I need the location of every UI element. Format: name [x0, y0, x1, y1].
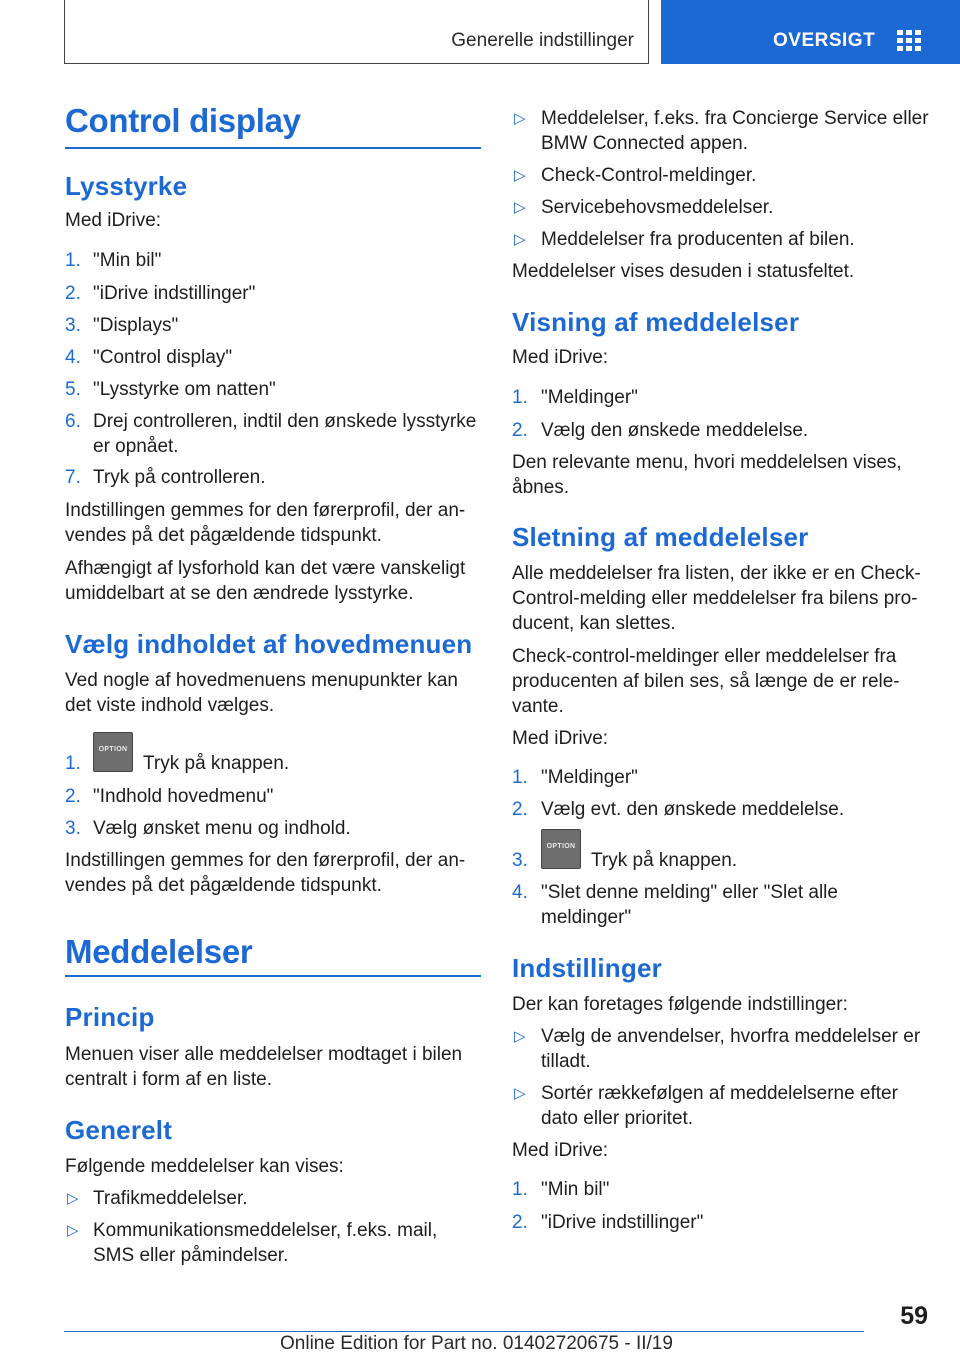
paragraph: producenten af bilen ses, så længe de er rele‐ [512, 671, 900, 692]
list-item: Tryk på controlleren. [93, 467, 266, 488]
list-number: 2. [65, 283, 81, 304]
option-button-icon: OPTION [541, 829, 581, 869]
list-number: 3. [512, 850, 528, 871]
list-number: 4. [65, 347, 81, 368]
list-number: 3. [65, 315, 81, 336]
paragraph: vendes på det pågældende tidspunkt. [65, 525, 382, 546]
bullet-triangle-icon: ▷ [67, 1190, 79, 1207]
paragraph: Meddelelser vises desuden i statusfeltet. [512, 261, 855, 282]
list-item: Trafikmeddelelser. [93, 1188, 248, 1209]
heading-indstillinger: Indstillinger [512, 953, 662, 983]
list-number: 6. [65, 411, 81, 432]
list-item: Vælg evt. den ønskede meddelelse. [541, 799, 845, 820]
paragraph: umiddelbart at se den ændrede lysstyrke. [65, 583, 414, 604]
list-item-continued: dato eller prioritet. [541, 1108, 694, 1129]
footer-edition: Online Edition for Part no. 01402720675 - II/19 [280, 1333, 673, 1354]
list-item: "Min bil" [541, 1179, 610, 1200]
paragraph: Menuen viser alle meddelelser modtaget i bilen [65, 1044, 463, 1065]
list-item: "Indhold hovedmenu" [93, 786, 274, 807]
bullet-triangle-icon: ▷ [514, 199, 526, 216]
paragraph: vante. [512, 696, 564, 717]
grid-icon [897, 30, 921, 51]
paragraph: Indstillingen gemmes for den førerprofil, der an‐ [65, 500, 466, 521]
paragraph: Der kan foretages følgende indstillinger: [512, 994, 848, 1015]
list-item-continued: SMS eller påmindelser. [93, 1245, 289, 1266]
paragraph: det viste indhold vælges. [65, 695, 275, 716]
list-item: Meddelelser fra producenten af bilen. [541, 229, 855, 250]
list-item-continued: tilladt. [541, 1051, 591, 1072]
bullet-triangle-icon: ▷ [67, 1222, 79, 1239]
paragraph: Den relevante menu, hvori meddelelsen vises, [512, 452, 902, 473]
list-item: "Lysstyrke om natten" [93, 379, 276, 400]
bullet-triangle-icon: ▷ [514, 1085, 526, 1102]
paragraph: centralt i form af en liste. [65, 1069, 272, 1090]
header-section-box [64, 0, 649, 64]
bullet-triangle-icon: ▷ [514, 231, 526, 248]
paragraph: Med iDrive: [512, 347, 609, 368]
paragraph: Ved nogle af hovedmenuens menupunkter kan [65, 670, 458, 691]
bullet-triangle-icon: ▷ [514, 167, 526, 184]
paragraph: Afhængigt af lysforhold kan det være vanskeligt [65, 558, 466, 579]
list-number: 7. [65, 467, 81, 488]
paragraph: åbnes. [512, 477, 570, 498]
paragraph: Check-control-meldinger eller meddelelser fra [512, 646, 897, 667]
bullet-triangle-icon: ▷ [514, 1028, 526, 1045]
heading-control-display: Control display [65, 102, 301, 139]
overview-tab[interactable] [661, 0, 960, 64]
heading-princip: Princip [65, 1002, 155, 1032]
list-item: "Control display" [93, 347, 233, 368]
list-item: Drej controlleren, indtil den ønskede lysstyrke [93, 411, 477, 432]
list-item: Servicebehovsmeddelelser. [541, 197, 774, 218]
list-item-continued: er opnået. [93, 436, 179, 457]
list-item: "Slet denne melding" eller "Slet alle [541, 882, 838, 903]
paragraph: ducent, kan slettes. [512, 613, 676, 634]
list-number: 2. [65, 786, 81, 807]
list-item: Vælg de anvendelser, hvorfra meddelelser er [541, 1026, 921, 1047]
list-item-continued: meldinger" [541, 907, 632, 928]
list-item: "iDrive indstillinger" [93, 283, 256, 304]
page-number: 59 [900, 1302, 928, 1330]
list-item: "Meldinger" [541, 387, 638, 408]
bullet-triangle-icon: ▷ [514, 110, 526, 127]
paragraph: Med iDrive: [65, 210, 162, 231]
list-item-continued: BMW Connected appen. [541, 133, 749, 154]
list-number: 4. [512, 882, 528, 903]
list-number: 1. [512, 1179, 528, 1200]
list-number: 2. [512, 799, 528, 820]
list-item: Tryk på knappen. [591, 850, 738, 871]
list-item: Tryk på knappen. [143, 753, 290, 774]
list-number: 3. [65, 818, 81, 839]
paragraph: vendes på det pågældende tidspunkt. [65, 875, 382, 896]
list-item: "iDrive indstillinger" [541, 1212, 704, 1233]
footer-rule [64, 1331, 864, 1332]
paragraph: Følgende meddelelser kan vises: [65, 1156, 344, 1177]
list-number: 5. [65, 379, 81, 400]
paragraph: Indstillingen gemmes for den førerprofil, der an‐ [65, 850, 466, 871]
list-number: 1. [512, 767, 528, 788]
list-number: 1. [65, 250, 81, 271]
list-number: 1. [65, 753, 81, 774]
option-button-icon: OPTION [93, 732, 133, 772]
heading-rule [65, 147, 481, 149]
list-item: Kommunikationsmeddelelser, f.eks. mail, [93, 1220, 438, 1241]
list-item: Vælg ønsket menu og indhold. [93, 818, 351, 839]
list-item: "Meldinger" [541, 767, 638, 788]
heading-rule [65, 975, 481, 977]
list-item: "Min bil" [93, 250, 162, 271]
list-item: "Displays" [93, 315, 179, 336]
heading-meddelelser: Meddelelser [65, 933, 253, 970]
list-number: 2. [512, 1212, 528, 1233]
list-item: Vælg den ønskede meddelelse. [541, 420, 809, 441]
paragraph: Alle meddelelser fra listen, der ikke er en Check- [512, 563, 921, 584]
heading-lysstyrke: Lysstyrke [65, 171, 188, 201]
heading-generelt: Generelt [65, 1115, 173, 1145]
list-number: 2. [512, 420, 528, 441]
paragraph: Control-melding eller meddelelser fra bilens pro‐ [512, 588, 918, 609]
list-item: Meddelelser, f.eks. fra Concierge Service eller [541, 108, 929, 129]
heading-sletning: Sletning af meddelelser [512, 522, 809, 552]
list-number: 1. [512, 387, 528, 408]
paragraph: Med iDrive: [512, 1140, 609, 1161]
heading-vaelg-indhold: Vælg indholdet af hovedmenuen [65, 629, 473, 659]
paragraph: Med iDrive: [512, 728, 609, 749]
section-title: Generelle indstillinger [451, 30, 634, 51]
list-item: Check-Control-meldinger. [541, 165, 757, 186]
overview-tab-label: OVERSIGT [773, 30, 876, 51]
list-item: Sortér rækkefølgen af meddelelserne efter [541, 1083, 898, 1104]
heading-visning: Visning af meddelelser [512, 307, 800, 337]
